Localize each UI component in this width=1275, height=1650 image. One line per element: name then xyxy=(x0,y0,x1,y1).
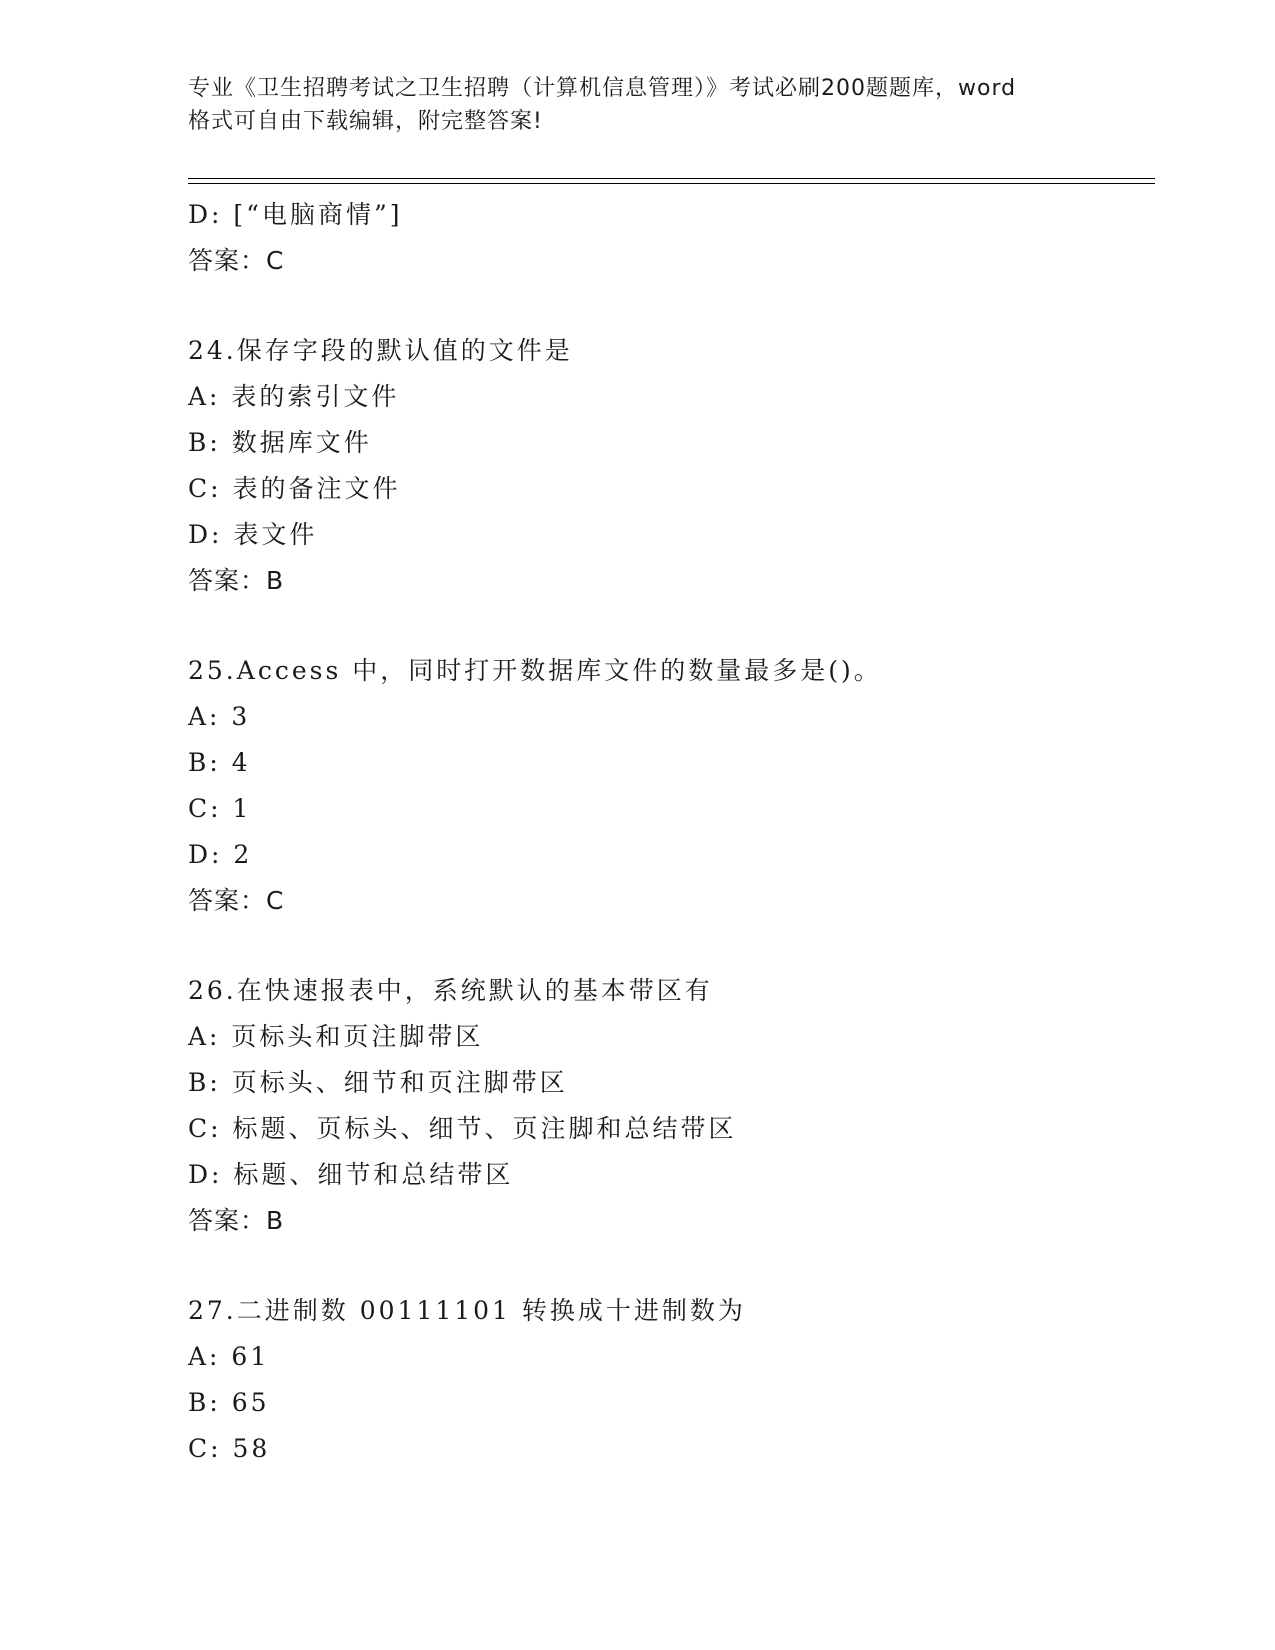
option-text: D: 2 xyxy=(188,840,253,869)
header-divider-bottom xyxy=(188,183,1155,184)
spacer xyxy=(188,604,1148,648)
question-text: 27.二进制数 00111101 转换成十进制数为 xyxy=(188,1296,746,1325)
header-divider-top xyxy=(188,178,1155,179)
question-list xyxy=(188,192,1148,1472)
option-text: C: 标题、页标头、细节、页注脚和总结带区 xyxy=(188,1114,737,1143)
spacer xyxy=(188,1244,1148,1288)
option-text: D: 表文件 xyxy=(188,520,318,549)
option-text: A: 表的索引文件 xyxy=(188,382,400,411)
answer-text: 答案：B xyxy=(188,1206,285,1235)
header-line-1: 专业《卫生招聘考试之卫生招聘（计算机信息管理）》考试必刷200题题库，word xyxy=(188,76,1017,101)
document-header xyxy=(188,72,1088,138)
answer-text: 答案：C xyxy=(188,246,285,275)
answer-text: 答案：C xyxy=(188,886,285,915)
option-text: B: 页标头、细节和页注脚带区 xyxy=(188,1068,568,1097)
option-text: D: [“电脑商情”] xyxy=(188,200,403,229)
option-text: D: 标题、细节和总结带区 xyxy=(188,1160,514,1189)
header-line-2: 格式可自由下载编辑，附完整答案! xyxy=(188,109,543,134)
option-text: A: 3 xyxy=(188,702,251,731)
answer-text: 答案：B xyxy=(188,566,285,595)
option-text: A: 页标头和页注脚带区 xyxy=(188,1022,484,1051)
question-text: 25.Access 中，同时打开数据库文件的数量最多是()。 xyxy=(188,656,882,685)
option-text: C: 1 xyxy=(188,794,252,823)
option-text: B: 65 xyxy=(188,1388,270,1417)
spacer xyxy=(188,924,1148,968)
spacer xyxy=(188,284,1148,328)
option-text: C: 58 xyxy=(188,1434,271,1463)
question-text: 26.在快速报表中，系统默认的基本带区有 xyxy=(188,976,713,1005)
option-text: C: 表的备注文件 xyxy=(188,474,401,503)
option-text: B: 数据库文件 xyxy=(188,428,372,457)
option-text: B: 4 xyxy=(188,748,251,777)
option-text: A: 61 xyxy=(188,1342,270,1371)
question-text: 24.保存字段的默认值的文件是 xyxy=(188,336,573,365)
